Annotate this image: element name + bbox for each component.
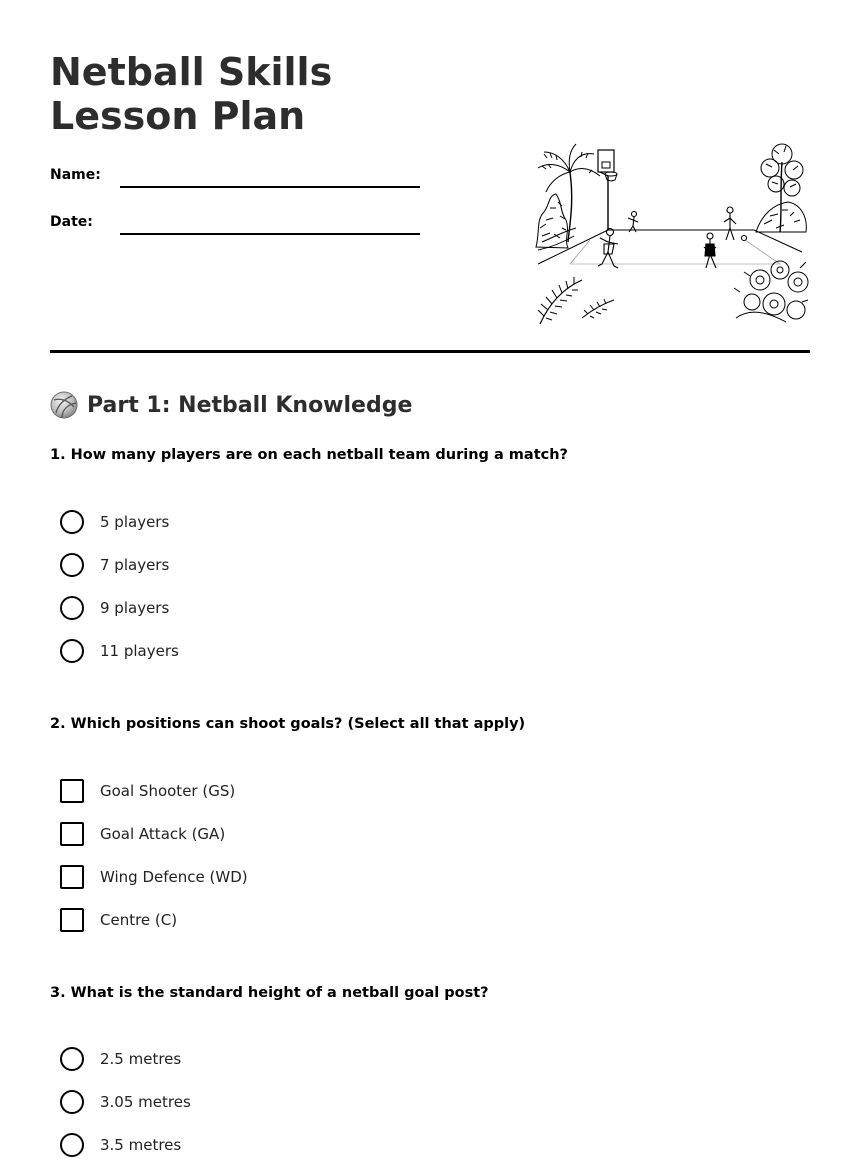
date-field[interactable] xyxy=(120,233,420,235)
name-field[interactable] xyxy=(120,186,420,188)
option-label: Goal Shooter (GS) xyxy=(100,782,236,800)
option-label: 2.5 metres xyxy=(100,1050,182,1068)
option-label: Centre (C) xyxy=(100,911,178,929)
option-label: 3.05 metres xyxy=(100,1093,191,1111)
page-title: Netball Skills Lesson Plan xyxy=(50,50,333,138)
radio-button[interactable] xyxy=(60,596,84,620)
checkbox[interactable] xyxy=(60,865,84,889)
netball-court-illustration xyxy=(530,132,812,330)
radio-button[interactable] xyxy=(60,639,84,663)
option-label: Wing Defence (WD) xyxy=(100,868,248,886)
name-label: Name: xyxy=(50,167,101,183)
radio-button[interactable] xyxy=(60,553,84,577)
section-title: Part 1: Netball Knowledge xyxy=(87,392,413,418)
option-q2-goal-attack[interactable] xyxy=(60,821,225,847)
option-q1-5-players[interactable] xyxy=(60,509,169,535)
question-1: 1. How many players are on each netball team during a match? xyxy=(50,447,568,463)
radio-button[interactable] xyxy=(60,1047,84,1071)
date-label: Date: xyxy=(50,214,93,230)
volleyball-icon xyxy=(50,391,78,419)
question-3: 3. What is the standard height of a netball goal post? xyxy=(50,985,489,1001)
question-2: 2. Which positions can shoot goals? (Select all that apply) xyxy=(50,716,526,732)
header-divider xyxy=(50,350,810,353)
option-label: 11 players xyxy=(100,642,179,660)
option-q2-wing-defence[interactable] xyxy=(60,864,248,890)
checkbox[interactable] xyxy=(60,908,84,932)
option-label: Goal Attack (GA) xyxy=(100,825,226,843)
radio-button[interactable] xyxy=(60,1090,84,1114)
option-label: 9 players xyxy=(100,599,170,617)
option-q3-3-5-metres[interactable] xyxy=(60,1132,181,1158)
option-q1-7-players[interactable] xyxy=(60,552,169,578)
option-q2-centre[interactable] xyxy=(60,907,177,933)
section-heading-part1 xyxy=(50,388,412,422)
option-q3-2-5-metres[interactable] xyxy=(60,1046,181,1072)
option-q1-11-players[interactable] xyxy=(60,638,179,664)
radio-button[interactable] xyxy=(60,1133,84,1157)
option-q1-9-players[interactable] xyxy=(60,595,169,621)
option-q2-goal-shooter[interactable] xyxy=(60,778,235,804)
option-label: 7 players xyxy=(100,556,170,574)
checkbox[interactable] xyxy=(60,779,84,803)
checkbox[interactable] xyxy=(60,822,84,846)
option-label: 3.5 metres xyxy=(100,1136,182,1154)
option-q3-3-05-metres[interactable] xyxy=(60,1089,191,1115)
radio-button[interactable] xyxy=(60,510,84,534)
option-label: 5 players xyxy=(100,513,170,531)
